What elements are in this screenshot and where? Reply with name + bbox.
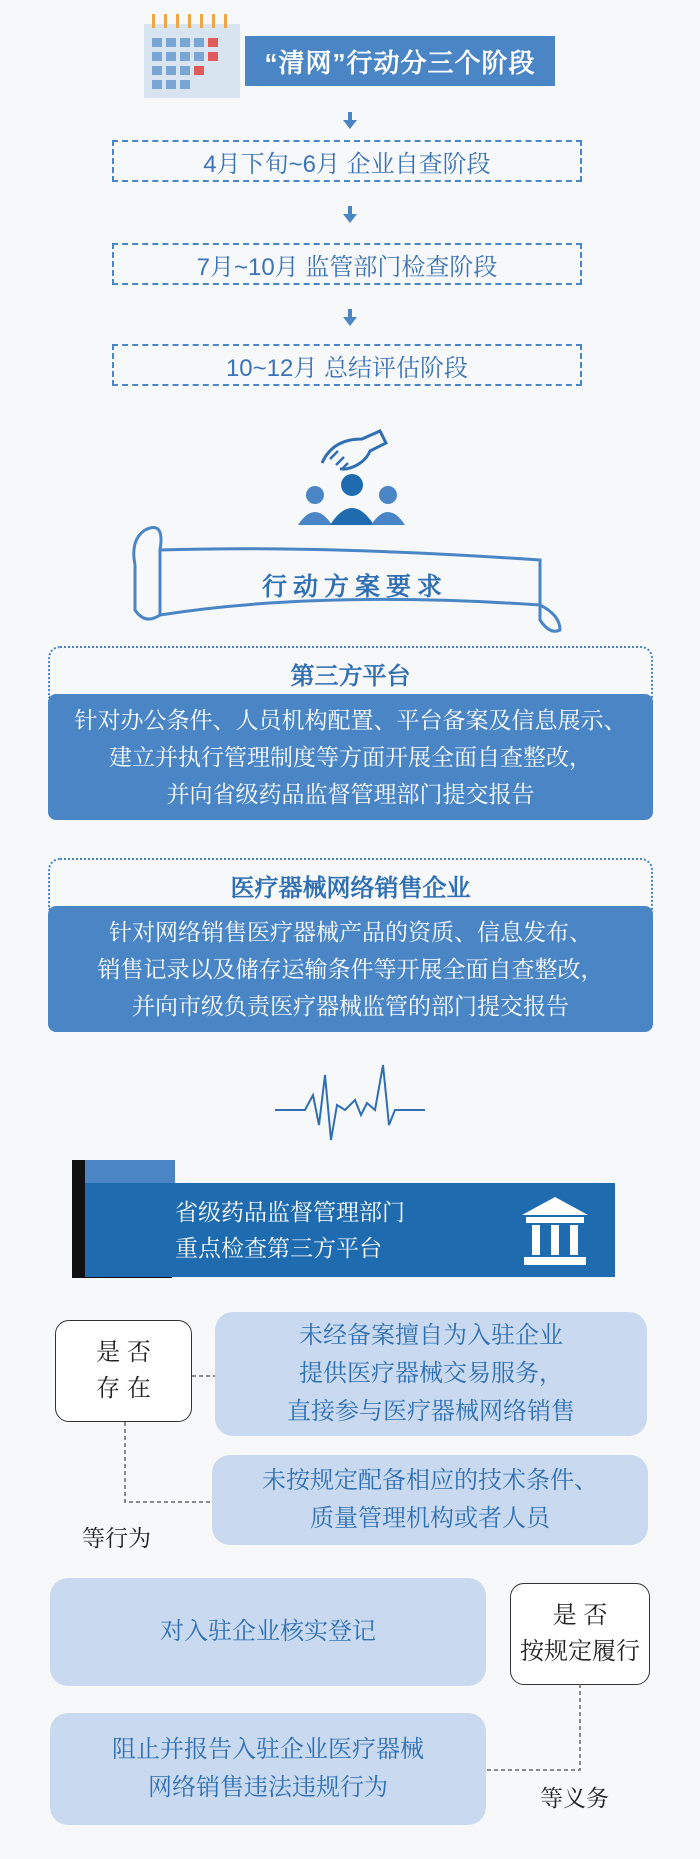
scroll-title: 行动方案要求 xyxy=(261,573,448,601)
heartbeat-icon xyxy=(275,1055,425,1145)
question-line: 按规定履行 xyxy=(520,1638,640,1665)
item-line: 质量管理机构或者人员 xyxy=(310,1505,550,1532)
item-line: 提供医疗器械交易服务， xyxy=(299,1360,563,1387)
dept-line: 重点检查第三方平台 xyxy=(175,1235,382,1261)
stages-title: “清网”行动分三个阶段 xyxy=(245,36,555,86)
question-line: 存 在 xyxy=(96,1375,151,1402)
item-line: 未按规定配备相应的技术条件、 xyxy=(262,1467,598,1494)
duty-item-2 xyxy=(50,1713,486,1825)
phase-1: 4月下旬~6月 企业自查阶段 xyxy=(112,140,582,182)
suffix-duties: 等义务 xyxy=(540,1785,609,1811)
behavior-item-2 xyxy=(212,1455,648,1545)
card-title-platform: 第三方平台 xyxy=(48,646,653,698)
question-line: 是 否 xyxy=(96,1339,151,1366)
behavior-item-1 xyxy=(215,1312,647,1436)
card-line: 针对办公条件、人员机构配置、平台备案及信息展示、 xyxy=(74,706,627,733)
card-line: 建立并执行管理制度等方面开展全面自查整改， xyxy=(109,743,592,770)
hand-people-icon xyxy=(290,425,410,530)
card-line: 并向省级药品监督管理部门提交报告 xyxy=(166,780,535,807)
card-line: 并向市级负责医疗器械监管的部门提交报告 xyxy=(132,992,569,1019)
connector-lines xyxy=(120,1370,220,1510)
card-body-enterprise xyxy=(48,906,653,1032)
bank-icon xyxy=(520,1195,590,1267)
item-line: 对入驻企业核实登记 xyxy=(160,1618,376,1645)
connector-lines xyxy=(480,1680,590,1790)
item-line: 直接参与医疗器械网络销售 xyxy=(287,1398,575,1425)
calendar-icon xyxy=(142,14,242,100)
card-line: 针对网络销售医疗器械产品的资质、信息发布、 xyxy=(109,918,592,945)
item-line: 未经备案擅自为入驻企业 xyxy=(299,1322,563,1349)
item-line: 阻止并报告入驻企业医疗器械 xyxy=(112,1736,424,1763)
phase-2: 7月~10月 监管部门检查阶段 xyxy=(112,243,582,285)
phase-3: 10~12月 总结评估阶段 xyxy=(112,344,582,386)
arrow-down-icon xyxy=(340,206,360,224)
dept-line: 省级药品监督管理部门 xyxy=(175,1199,405,1225)
duty-item-1 xyxy=(50,1578,486,1686)
question-duty-box xyxy=(510,1583,650,1685)
item-line: 网络销售违法违规行为 xyxy=(148,1774,388,1801)
question-line: 是 否 xyxy=(552,1602,608,1629)
card-body-platform xyxy=(48,694,653,820)
card-line: 销售记录以及储存运输条件等开展全面自查整改， xyxy=(97,955,604,982)
arrow-down-icon xyxy=(340,112,360,130)
suffix-behaviors: 等行为 xyxy=(82,1525,151,1551)
card-title-enterprise: 医疗器械网络销售企业 xyxy=(48,858,653,910)
arrow-down-icon xyxy=(340,309,360,327)
dept-tab xyxy=(85,1160,175,1184)
